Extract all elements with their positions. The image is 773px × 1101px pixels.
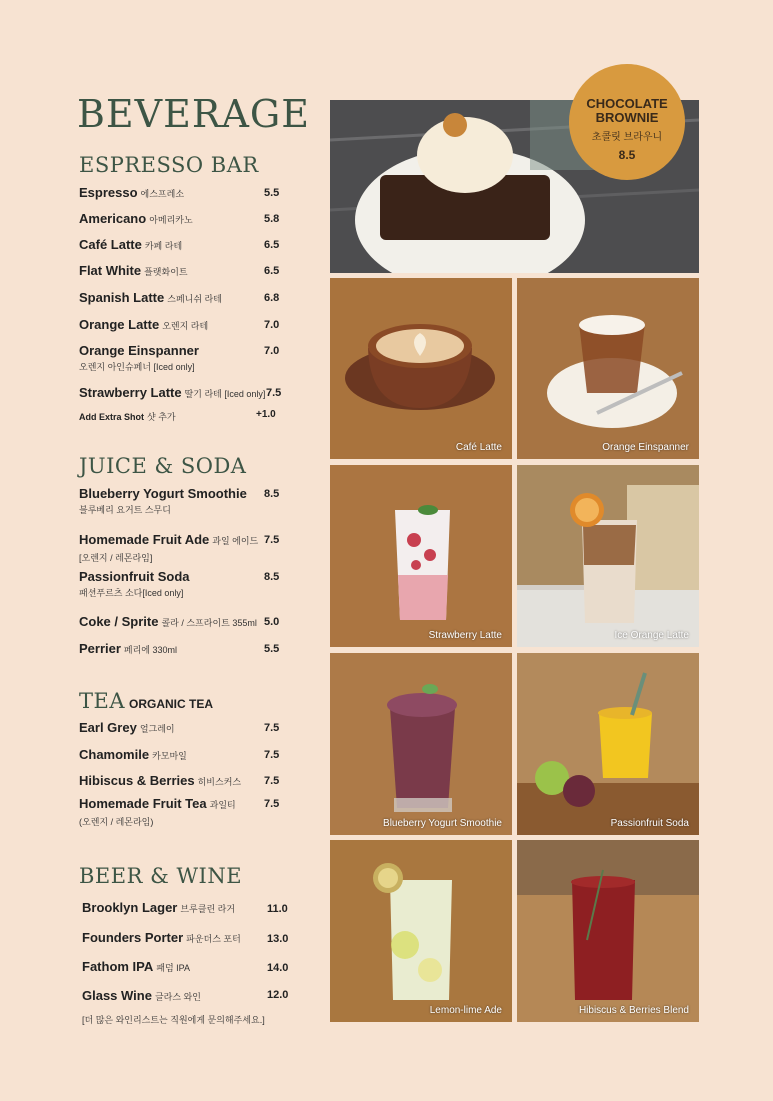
menu-item: Strawberry Latte 딸기 라테 [Iced only]: [79, 385, 266, 400]
section-heading-tea: TEA ORGANIC TEA: [79, 689, 214, 713]
price: 6.8: [264, 292, 280, 304]
photo-orange-einspanner: [517, 278, 699, 459]
menu-item: Add Extra Shot 샷 추가: [79, 412, 176, 422]
menu-item: Hibiscus & Berries 히비스커스: [79, 773, 242, 788]
price: 11.0: [267, 903, 288, 915]
menu-item: Americano 아메리카노: [79, 211, 193, 226]
menu-item: Perrier 페리에 330ml: [79, 641, 178, 656]
price: 7.5: [264, 798, 280, 810]
menu-item: Flat White 플랫화이트: [79, 263, 188, 278]
menu-item: Glass Wine 글라스 와인 [더 많은 와인리스트는 직원에게 문의해주세요.]: [82, 988, 265, 1025]
section-heading-espresso: ESPRESSO BAR: [79, 153, 259, 177]
photo-hibiscus-blend: [517, 840, 699, 1022]
photo-caption: Blueberry Yogurt Smoothie: [383, 818, 502, 829]
menu-item: Spanish Latte 스페니쉬 라테: [79, 290, 222, 305]
price: 5.5: [264, 187, 280, 199]
photo-caption: Passionfruit Soda: [610, 818, 689, 829]
photo-caption: Lemon-lime Ade: [429, 1005, 502, 1016]
price: 7.0: [264, 345, 280, 357]
price: 14.0: [267, 962, 289, 974]
section-heading-beer: BEER & WINE: [79, 864, 243, 888]
price: 12.0: [267, 989, 289, 1001]
photo-blueberry-smoothie: [330, 653, 512, 835]
price: 13.0: [267, 933, 289, 945]
price: 7.0: [264, 319, 280, 331]
photo-lemon-lime-ade: [330, 840, 512, 1022]
page-title: BEVERAGE: [77, 92, 310, 136]
menu-item: Fathom IPA 패덤 IPA: [82, 959, 190, 974]
price: 5.0: [264, 616, 280, 628]
price: 7.5: [264, 534, 280, 546]
price: +1.0: [256, 409, 276, 420]
price: 8.5: [264, 571, 280, 583]
price: 6.5: [264, 239, 280, 251]
price: 6.5: [264, 265, 280, 277]
photo-caption: Café Latte: [455, 442, 502, 453]
price: 8.5: [264, 488, 280, 500]
price: 5.5: [264, 643, 280, 655]
section-heading-juice: JUICE & SODA: [79, 454, 247, 478]
price: 7.5: [264, 775, 280, 787]
menu-item: Espresso 에스프레소: [79, 185, 185, 200]
menu-item: Orange Einspanner 오렌지 아인슈페너 [Iced only]: [79, 343, 199, 372]
menu-item: Orange Latte 오렌지 라테: [79, 317, 209, 332]
menu-item: Homemade Fruit Tea 과일티 (오렌지 / 레몬라임): [79, 796, 236, 827]
photo-strawberry-latte: [330, 465, 512, 647]
section-subheading: ORGANIC TEA: [129, 697, 214, 711]
photo-passionfruit-soda: [517, 653, 699, 835]
brownie-badge: CHOCOLATE BROWNIE 초콜릿 브라우니 8.5: [569, 64, 685, 180]
menu-item: Passionfruit Soda 패션푸르츠 소다[Iced only]: [79, 569, 190, 598]
menu-item: Brooklyn Lager 브루클린 라거: [82, 900, 236, 915]
photo-ice-orange-latte: [517, 465, 699, 647]
photo-caption: Orange Einspanner: [602, 442, 689, 453]
menu-item: Blueberry Yogurt Smoothie 블루베리 요거트 스무디: [79, 486, 247, 515]
price: 5.8: [264, 213, 280, 225]
price: 7.5: [266, 387, 282, 399]
photo-cafe-latte: [330, 278, 512, 459]
menu-item: Chamomile 카모마일: [79, 747, 187, 762]
price: 7.5: [264, 722, 280, 734]
menu-item: Homemade Fruit Ade 과일 에이드 [오렌지 / 레몬라임]: [79, 532, 259, 563]
menu-item: Coke / Sprite 콜라 / 스프라이트 355ml: [79, 614, 257, 629]
price: 7.5: [264, 749, 280, 761]
photo-caption: Strawberry Latte: [428, 630, 502, 641]
photo-caption: Hibiscus & Berries Blend: [578, 1005, 689, 1016]
menu-item: Café Latte 카페 라테: [79, 237, 183, 252]
menu-item: Earl Grey 얼그레이: [79, 720, 175, 735]
menu-item: Founders Porter 파운더스 포터: [82, 930, 241, 945]
photo-caption: Ice Orange Latte: [614, 630, 689, 641]
